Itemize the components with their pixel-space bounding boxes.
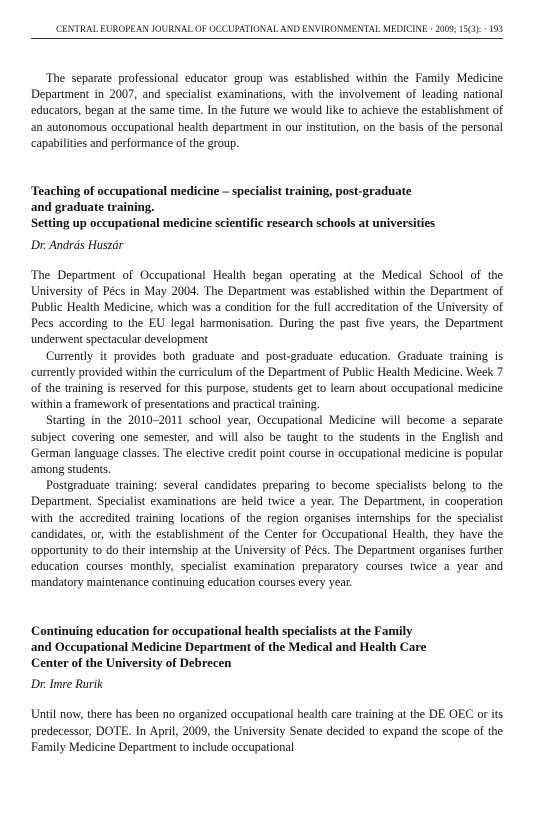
- body-paragraph: Until now, there has been no organized occupational health care training at the DE OEC or its predecessor, DOTE. In April, 2009, the University Senate decided to expand the scope of the Family Medicine Department to include occupational: [31, 707, 503, 754]
- section-heading-line: Teaching of occupational medicine – specialist training, post-graduate: [31, 184, 412, 199]
- section-rurik: [31, 623, 503, 755]
- section-huszar: [31, 183, 503, 591]
- body-paragraph: Starting in the 2010–2011 school year, Occupational Medicine will become a separate subject covering one semester, and will also be taught to the students in the English and German language classes. The elective credit point course in occupational medicine is popular among students.: [31, 413, 503, 477]
- author-name: Dr. András Huszár: [31, 237, 124, 252]
- body-paragraph: Currently it provides both graduate and post-graduate education. Graduate training is currently provided within the curriculum of the Department of Public Health Medicine. Week 7 of the training is reserved for this purpose, students get to learn about occupational medicine within a framework of presentations and practical training.: [31, 348, 503, 412]
- author-name: Dr. Imre Rurik: [31, 677, 103, 692]
- body-paragraph: The Department of Occupational Health began operating at the Medical School of the University of Pécs in May 2004. The Department was established within the Department of Public Health Medicine, which was a condition for the full accreditation of the University of Pecs according to the EU legal harmonisation. During the past five years, the Department underwent spectacular development: [31, 267, 503, 347]
- section-heading-line: and graduate training.: [31, 200, 155, 215]
- section-heading-line: Setting up occupational medicine scientific research schools at universities: [31, 216, 436, 231]
- section-heading-line: Center of the University of Debrecen: [31, 656, 232, 671]
- section-heading-line: Continuing education for occupational health specialists at the Family: [31, 623, 413, 638]
- journal-page: [31, 24, 503, 755]
- intro-paragraph: The separate professional educator group was established within the Family Medicine Department in 2007, and specialist examinations, with the involvement of leading national educators, began at the same time. In the future we would like to achieve the establishment of an autonomous occupational health department in our institution, on the basis of the personal capabilities and performance of the group.: [31, 71, 503, 150]
- section-heading-line: and Occupational Medicine Department of the Medical and Health Care: [31, 639, 427, 654]
- running-head: CENTRAL EUROPEAN JOURNAL OF OCCUPATIONAL AND ENVIRONMENTAL MEDICINE · 2009; 15(3): · 193: [31, 24, 503, 39]
- body-paragraph: Postgraduate training: several candidates preparing to become specialists belong to the Department. Specialist examinations are held twice a year. The Department, in cooperation with the accredited training locations of the region organises internships for the specialist candidates, or, with the establishment of the Center for Occupational Health, they have the opportunity to do their internship at the University of Pécs. The Department organises further education courses monthly, specialist examination preparatory courses twice a year and mandatory maintenance continuing education courses every year.: [31, 478, 503, 590]
